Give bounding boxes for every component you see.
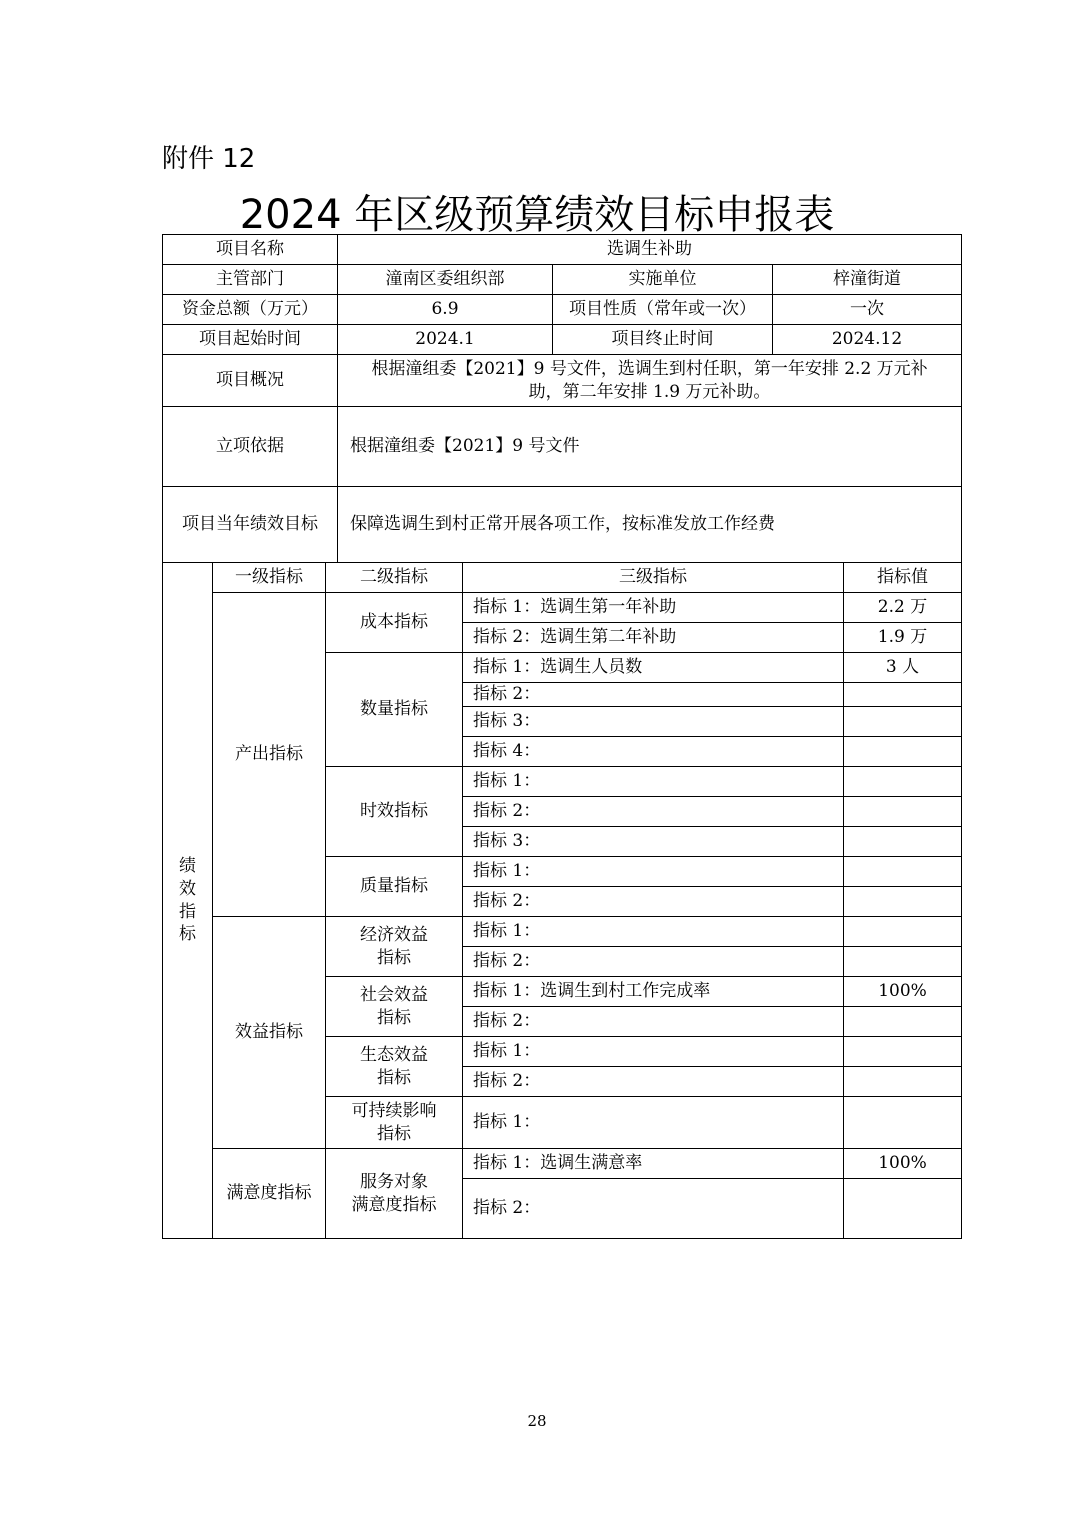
project-info-table [162,234,962,563]
dept-label: 主管部门 [163,265,338,295]
category-ecological-line2: 指标 [377,1067,411,1088]
project-name-value: 选调生补助 [338,235,962,265]
category-cost: 成本指标 [326,593,463,653]
overview-line-2: 助，第二年安排 1.9 万元补助。 [528,381,771,402]
indicator-text: 指标 2： [463,1179,844,1239]
row-dept [163,265,962,295]
indicator-text: 指标 1： [463,857,844,887]
unit-value: 梓潼街道 [773,265,962,295]
indicator-text: 指标 1： [463,917,844,947]
indicator-text: 指标 2： [463,1007,844,1037]
indicator-value [844,1067,962,1097]
category-social-line2: 指标 [377,1007,411,1028]
indicator-text: 指标 4： [463,737,844,767]
indicator-value: 1.9 万 [844,623,962,653]
row-overview [163,355,962,407]
indicator-text: 指标 3： [463,827,844,857]
indicator-text: 指标 1：选调生到村工作完成率 [463,977,844,1007]
header-level1: 一级指标 [213,563,326,593]
category-service-line2: 满意度指标 [351,1194,437,1215]
category-quality: 质量指标 [326,857,463,917]
header-level3: 三级指标 [463,563,844,593]
indicator-text: 指标 2： [463,947,844,977]
side-char: 绩 [179,855,196,876]
category-sustainability-line2: 指标 [377,1123,411,1144]
group-benefit: 效益指标 [213,917,326,1149]
category-economic [326,917,463,977]
nature-value: 一次 [773,295,962,325]
indicator-text: 指标 2： [463,1067,844,1097]
indicator-header-row [163,563,962,593]
indicator-text: 指标 3： [463,707,844,737]
category-timeliness: 时效指标 [326,767,463,857]
indicator-text: 指标 2： [463,683,844,707]
fund-label: 资金总额（万元） [163,295,338,325]
indicator-value [844,917,962,947]
goal-value: 保障选调生到村正常开展各项工作，按标准发放工作经费 [338,487,962,563]
row-goal [163,487,962,563]
table-row [163,593,962,623]
start-value: 2024.1 [338,325,553,355]
table-row [163,1149,962,1179]
end-label: 项目终止时间 [553,325,773,355]
indicator-text: 指标 1：选调生满意率 [463,1149,844,1179]
indicator-text: 指标 1： [463,767,844,797]
overview-value [338,355,962,407]
side-char: 效 [179,878,196,899]
header-value: 指标值 [844,563,962,593]
indicator-value: 100% [844,977,962,1007]
page-number: 28 [527,1412,547,1430]
indicator-text: 指标 1： [463,1037,844,1067]
group-satisfaction: 满意度指标 [213,1149,326,1239]
indicator-value: 3 人 [844,653,962,683]
start-label: 项目起始时间 [163,325,338,355]
row-time [163,325,962,355]
indicator-text: 指标 1：选调生人员数 [463,653,844,683]
category-ecological [326,1037,463,1097]
category-economic-line1: 经济效益 [360,924,428,945]
end-value: 2024.12 [773,325,962,355]
table-row [163,917,962,947]
nature-label: 项目性质（常年或一次） [553,295,773,325]
overview-line-1: 根据潼组委【2021】9 号文件，选调生到村任职，第一年安排 2.2 万元补 [371,358,928,379]
indicator-value [844,1037,962,1067]
row-basis [163,407,962,487]
category-sustainability [326,1097,463,1149]
basis-label: 立项依据 [163,407,338,487]
indicator-value [844,707,962,737]
indicator-text: 指标 2： [463,797,844,827]
group-output: 产出指标 [213,593,326,917]
performance-indicator-side-label [163,563,213,1239]
side-char: 指 [179,901,196,922]
indicator-value [844,737,962,767]
category-social-line1: 社会效益 [360,984,428,1005]
indicator-text: 指标 2：选调生第二年补助 [463,623,844,653]
indicator-text: 指标 1：选调生第一年补助 [463,593,844,623]
row-project-name [163,235,962,265]
attachment-label: 附件 12 [162,144,256,174]
category-service-satisfaction [326,1149,463,1239]
side-char: 标 [179,924,196,945]
basis-value: 根据潼组委【2021】9 号文件 [338,407,962,487]
row-fund [163,295,962,325]
dept-value: 潼南区委组织部 [338,265,553,295]
page-title: 2024 年区级预算绩效目标申报表 [239,192,835,238]
indicator-table [162,562,962,1239]
indicator-value [844,1097,962,1149]
project-name-label: 项目名称 [163,235,338,265]
indicator-value [844,797,962,827]
indicator-value [844,767,962,797]
indicator-value [844,887,962,917]
fund-value: 6.9 [338,295,553,325]
header-level2: 二级指标 [326,563,463,593]
indicator-value: 100% [844,1149,962,1179]
category-economic-line2: 指标 [377,947,411,968]
indicator-value [844,683,962,707]
category-quantity: 数量指标 [326,653,463,767]
category-ecological-line1: 生态效益 [360,1044,428,1065]
indicator-value [844,827,962,857]
category-sustainability-line1: 可持续影响 [351,1100,437,1121]
unit-label: 实施单位 [553,265,773,295]
indicator-value [844,947,962,977]
indicator-value [844,1179,962,1239]
indicator-value [844,857,962,887]
indicator-value: 2.2 万 [844,593,962,623]
indicator-text: 指标 2： [463,887,844,917]
overview-label: 项目概况 [163,355,338,407]
indicator-value [844,1007,962,1037]
indicator-text: 指标 1： [463,1097,844,1149]
goal-label: 项目当年绩效目标 [163,487,338,563]
category-service-line1: 服务对象 [360,1171,428,1192]
category-social [326,977,463,1037]
